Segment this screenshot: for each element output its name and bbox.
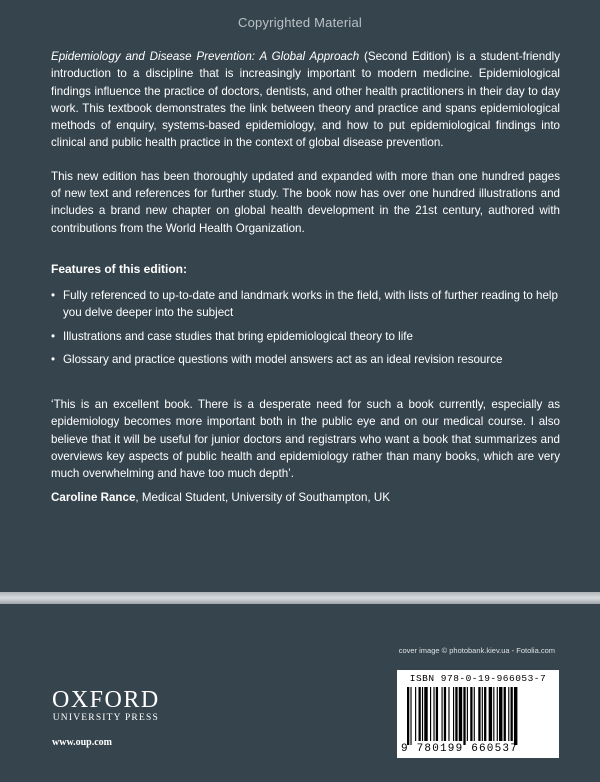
feature-text: Fully referenced to up-to-date and landmark works in the field, with lists of further reading to help you delve deeper into the subject [63, 288, 558, 320]
review-attribution [51, 489, 560, 506]
back-cover-text [51, 48, 560, 506]
publisher-subtitle: UNIVERSITY PRESS [52, 713, 159, 723]
reviewer-affiliation: , Medical Student, University of Southampton, UK [135, 490, 390, 504]
divider-band [0, 592, 600, 604]
isbn-digits: 9 780199 660537 [401, 743, 519, 755]
bullet-icon: • [51, 288, 56, 302]
watermark-text: Copyrighted Material [238, 15, 362, 30]
oxford-logo [52, 688, 160, 723]
bullet-icon: • [51, 329, 56, 343]
feature-item [51, 328, 560, 345]
feature-text: Glossary and practice questions with model answers act as an ideal revision resource [63, 352, 503, 366]
feature-item [51, 287, 560, 322]
barcode-icon [405, 687, 551, 745]
features-heading: Features of this edition: [51, 261, 188, 276]
review-quote: ‘This is an excellent book. There is a desperate need for such a book currently, especially as epidemiology becomes more important both in the public eye and on our medical course. I also believe that it will be useful for junior doctors and registrars who want a book that summarizes and overviews key aspects of public health and epidemiology rather than many books, which are very much overwhelming and have too much depth’. [51, 398, 560, 481]
features-list [51, 287, 560, 368]
isbn-barcode [397, 670, 559, 758]
reviewer-name: Caroline Rance [51, 490, 136, 504]
publisher-name: OXFORD [52, 687, 160, 713]
feature-item [51, 351, 560, 368]
description-paragraph-1 [51, 48, 560, 152]
cover-image-credit: cover image © photobank.kiev.ua - Fotolia.com [398, 646, 555, 655]
bullet-icon: • [51, 352, 56, 366]
book-title: Epidemiology and Disease Prevention: A Global Approach [51, 50, 360, 63]
isbn-label: ISBN 978-0-19-966053-7 [409, 673, 547, 684]
publisher-url: www.oup.com [52, 737, 113, 748]
description-p1-text: (Second Edition) is a student-friendly introduction to a discipline that is increasingly important to modern medicine. Epidemiological findings influence the practice of doctors, dentists, and other health practitioners in their day to day work. This textbook demonstrates the link between theory and practice and spans epidemiological methods of enquiry, systems-based epidemiology, and how to put epidemiological findings into clinical and public health practice in the context of global disease prevention. [51, 50, 560, 150]
feature-text: Illustrations and case studies that bring epidemiological theory to life [63, 329, 413, 343]
description-paragraph-2: This new edition has been thoroughly updated and expanded with more than one hundred pages of new text and references for further study. The book now has over one hundred illustrations and includes a brand new chapter on global health development in the 21st century, authored with contributions from the World Health Organization. [51, 169, 560, 235]
